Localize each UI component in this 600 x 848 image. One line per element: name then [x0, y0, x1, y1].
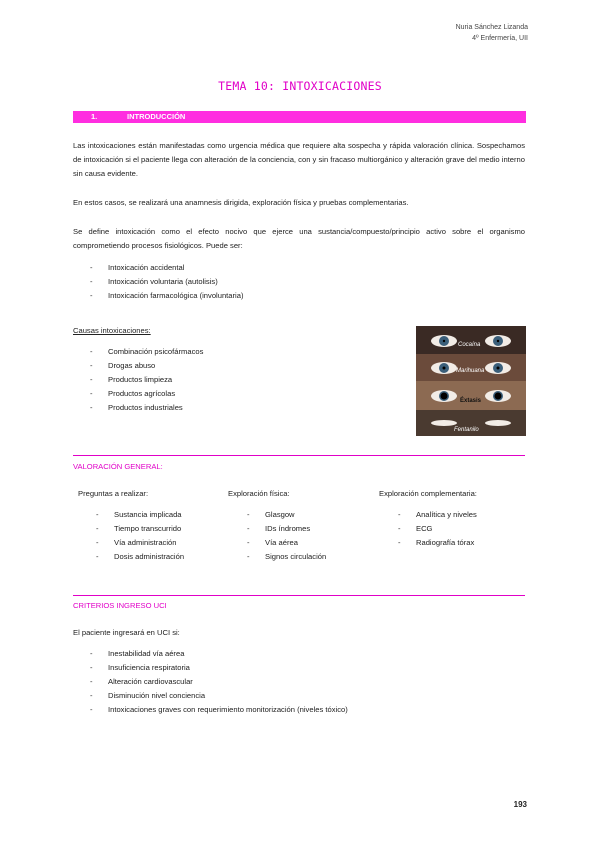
list-item: - Intoxicación voluntaria (autolisis): [90, 275, 244, 289]
page-number: 193: [513, 800, 527, 809]
list-item: - IDs índromes: [247, 522, 326, 536]
preguntas-list: [96, 508, 184, 564]
list-item: - Insuficiencia respiratoria: [90, 661, 348, 675]
uci-criteria-list: [90, 647, 348, 717]
list-item: - Disminución nivel conciencia: [90, 689, 348, 703]
uci-intro: El paciente ingresará en UCI si:: [73, 628, 180, 637]
uci-heading: CRITERIOS INGRESO UCI: [73, 601, 167, 610]
section-number: 1.: [91, 112, 98, 121]
intro-paragraph-3: Se define intoxicación como el efecto nocivo que ejerce una sustancia/compuesto/principio activo sobre el organismo comprometiendo procesos fisiológicos. Puede ser:: [73, 227, 525, 250]
list-item: - Combinación psicofármacos: [90, 345, 203, 359]
list-item: - Intoxicaciones graves con requerimiento monitorización (niveles tóxico): [90, 703, 348, 717]
eye-label-cocaina: Cocaína: [458, 342, 481, 348]
valoracion-heading: VALORACIÓN GENERAL:: [73, 462, 163, 471]
list-item: - Productos industriales: [90, 401, 203, 415]
intoxication-types-list: [90, 261, 244, 303]
exploracion-fisica-list: [247, 508, 326, 564]
eyes-image: [416, 326, 526, 436]
list-item: - Inestabilidad vía aérea: [90, 647, 348, 661]
list-item: - Radiografía tórax: [398, 536, 477, 550]
list-item: - Analítica y niveles: [398, 508, 477, 522]
list-item: - Intoxicación farmacológica (involuntaria): [90, 289, 244, 303]
section-label: INTRODUCCIÓN: [127, 112, 186, 121]
column-title-exploracion-complementaria: Exploración complementaria:: [379, 489, 477, 498]
list-item: - Productos agrícolas: [90, 387, 203, 401]
page-title: TEMA 10: INTOXICACIONES: [218, 79, 382, 93]
eye-label-fentanilo: Fentanilo: [454, 427, 479, 433]
list-item: - Glasgow: [247, 508, 326, 522]
list-item: - Dosis administración: [96, 550, 184, 564]
author-name: Nuria Sánchez Lizanda: [455, 24, 528, 31]
list-item: - Productos limpieza: [90, 373, 203, 387]
intro-paragraph-2: En estos casos, se realizará una anamnesis dirigida, exploración física y pruebas complementarias.: [73, 198, 409, 207]
list-item: - Vía aérea: [247, 536, 326, 550]
causes-list: [90, 345, 203, 415]
list-item: - Drogas abuso: [90, 359, 203, 373]
page-header: [456, 22, 528, 44]
eye-label-extasis: Éxtasis: [460, 398, 482, 404]
list-item: - Tiempo transcurrido: [96, 522, 184, 536]
list-item: - Vía administración: [96, 536, 184, 550]
divider: [73, 595, 525, 596]
list-item: - ECG: [398, 522, 477, 536]
causes-heading: Causas intoxicaciones:: [73, 326, 151, 335]
eye-label-marihuana: Marihuana: [456, 368, 485, 374]
column-title-exploracion-fisica: Exploración física:: [228, 489, 290, 498]
list-item: - Alteración cardiovascular: [90, 675, 348, 689]
section-bar-introduccion: [73, 111, 526, 123]
exploracion-complementaria-list: [398, 508, 477, 550]
column-title-preguntas: Preguntas a realizar:: [78, 489, 149, 498]
list-item: - Intoxicación accidental: [90, 261, 244, 275]
divider: [73, 455, 525, 456]
list-item: - Sustancia implicada: [96, 508, 184, 522]
intro-paragraph-1: Las intoxicaciones están manifestadas como urgencia médica que requiere alta sospecha y rápida valoración clínica. Sospechamos de intoxicación si el paciente llega con alteración de la conciencia, con y sin fracaso multiorgánico y alteración grave del medio interno sin causa evidente.: [73, 141, 525, 178]
list-item: - Signos circulación: [247, 550, 326, 564]
course-name: 4º Enfermería, UII: [472, 35, 528, 42]
